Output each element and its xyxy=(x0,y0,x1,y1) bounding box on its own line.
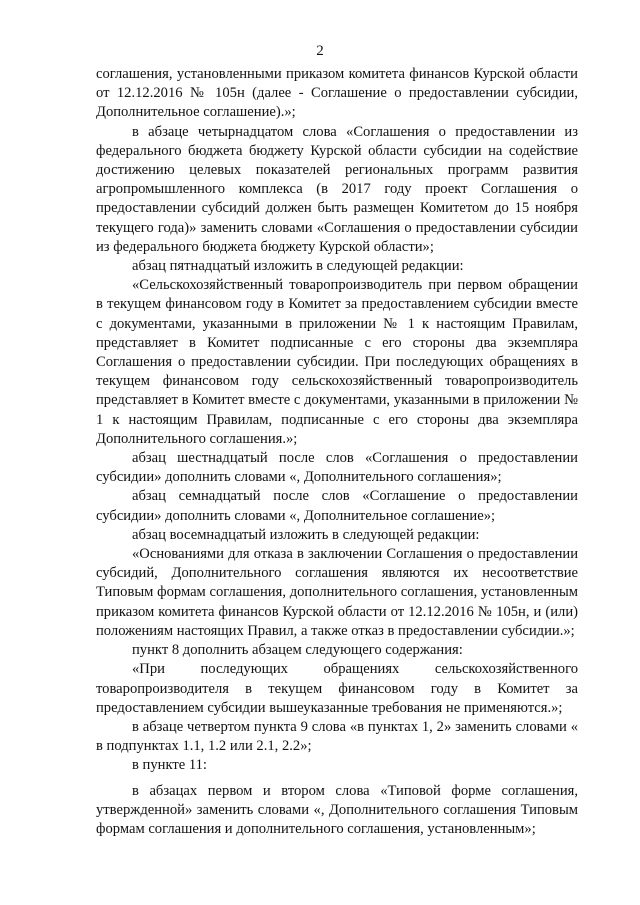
paragraph: соглашения, установленными приказом комитета финансов Курской области от 12.12.2016 № 105н (далее - Соглашение о предоставлении субсидии, Дополнительное соглашение).»; xyxy=(96,66,578,121)
paragraph: абзац восемнадцатый изложить в следующей редакции: xyxy=(132,526,480,543)
paragraph: «При последующих обращениях сельскохозяйственного товаропроизводителя в текущем финансовом году в Комитет за предоставлением субсидии вышеуказанные требования не применяются.»; xyxy=(96,661,578,716)
page-number: 2 xyxy=(316,43,324,59)
paragraph: в абзацах первом и втором слова «Типовой форме соглашения, утвержденной» заменить словами «, Дополнительного соглашения Типовым формам соглашения и дополнительного соглашения, установленным»; xyxy=(96,782,578,837)
paragraph: абзац шестнадцатый после слов «Соглашения о предоставлении субсидии» дополнить словами «, Дополнительного соглашения»; xyxy=(96,450,578,486)
paragraph: абзац пятнадцатый изложить в следующей редакции: xyxy=(132,258,464,275)
paragraph: в пункте 11: xyxy=(132,757,207,774)
paragraph: в абзаце четвертом пункта 9 слова «в пунктах 1, 2» заменить словами « в подпунктах 1.1, 1.2 или 2.1, 2.2»; xyxy=(96,718,578,755)
document-body xyxy=(96,65,578,839)
paragraph: пункт 8 дополнить абзацем следующего содержания: xyxy=(132,642,463,659)
paragraph: «Сельскохозяйственный товаропроизводитель при первом обращении в текущем финансовом году в Комитет за предоставлением субсидии вместе с документами, указанными в приложении № 1 к настоящим Правилам, представляет в Комитет подписанные с его стороны два экземпляра Соглашения о предоставлении субсидии. При последующих обращениях в текущем финансовом году сельскохозяйственный товаропроизводитель представляет в Комитет вместе с документами, указанными в приложении № 1 к настоящим Правилам, подписанные с его стороны два экземпляра Дополнительного соглашения.»; xyxy=(96,277,578,447)
paragraph: «Основаниями для отказа в заключении Соглашения о предоставлении субсидий, Дополнительного соглашения являются их несоответствие Типовым формам соглашения, дополнительного соглашения, установленным приказом комитета финансов Курской области от 12.12.2016 № 105н, и (или) положениям настоящих Правил, а также отказ в предоставлении субсидии.»; xyxy=(96,546,578,639)
paragraph: в абзаце четырнадцатом слова «Соглашения о предоставлении из федерального бюджета бюджету Курской области субсидии на содействие достижению целевых показателей региональных программ развития агропромышленного комплекса (в 2017 году проект Соглашения о предоставлении субсидий должен быть размещен Комитетом до 15 ноября текущего года)» заменить словами «Соглашения о предоставлении субсидии из федерального бюджета бюджету Курской области»; xyxy=(96,123,578,255)
paragraph: абзац семнадцатый после слов «Соглашение о предоставлении субсидии» дополнить словами «, Дополнительное соглашение»; xyxy=(96,488,578,524)
